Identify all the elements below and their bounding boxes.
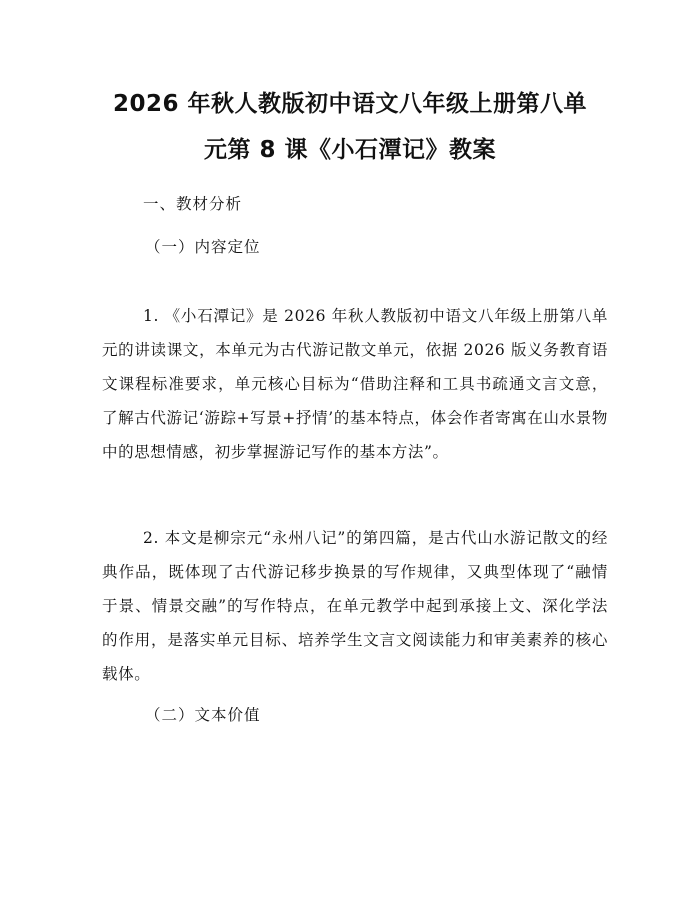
paragraph-2: 2. 本文是柳宗元“永州八记”的第四篇，是古代山水游记散文的经典作品，既体现了古代游记移步换景的写作规律，又典型体现了“融情于景、情景交融”的写作特点，在单元教学中起到承接上文、深化学法的作用，是落实单元目标、培养学生文言文阅读能力和审美素养的核心载体。 [102,528,608,684]
document-title-line-1: 2026 年秋人教版初中语文八年级上册第八单 [112,91,588,117]
subsection-heading-text-value: （二）文本价值 [145,706,261,724]
subsection-heading-content-positioning: （一）内容定位 [145,238,261,256]
document-title-line-2: 元第 8 课《小石潭记》教案 [203,137,497,163]
section-heading-textbook-analysis: 一、教材分析 [143,195,243,213]
paragraph-1: 1. 《小石潭记》是 2026 年秋人教版初中语文八年级上册第八单元的讲读课文，本单元为古代游记散文单元，依据 2026 版义务教育语文课程标准要求，单元核心目标为“借助注释和工具书疏通文言文意，了解古代游记‘游踪+写景+抒情’的基本特点，体会作者寄寓在山水景物中的思想情感，初步掌握游记写作的基本方法”。 [102,306,608,462]
